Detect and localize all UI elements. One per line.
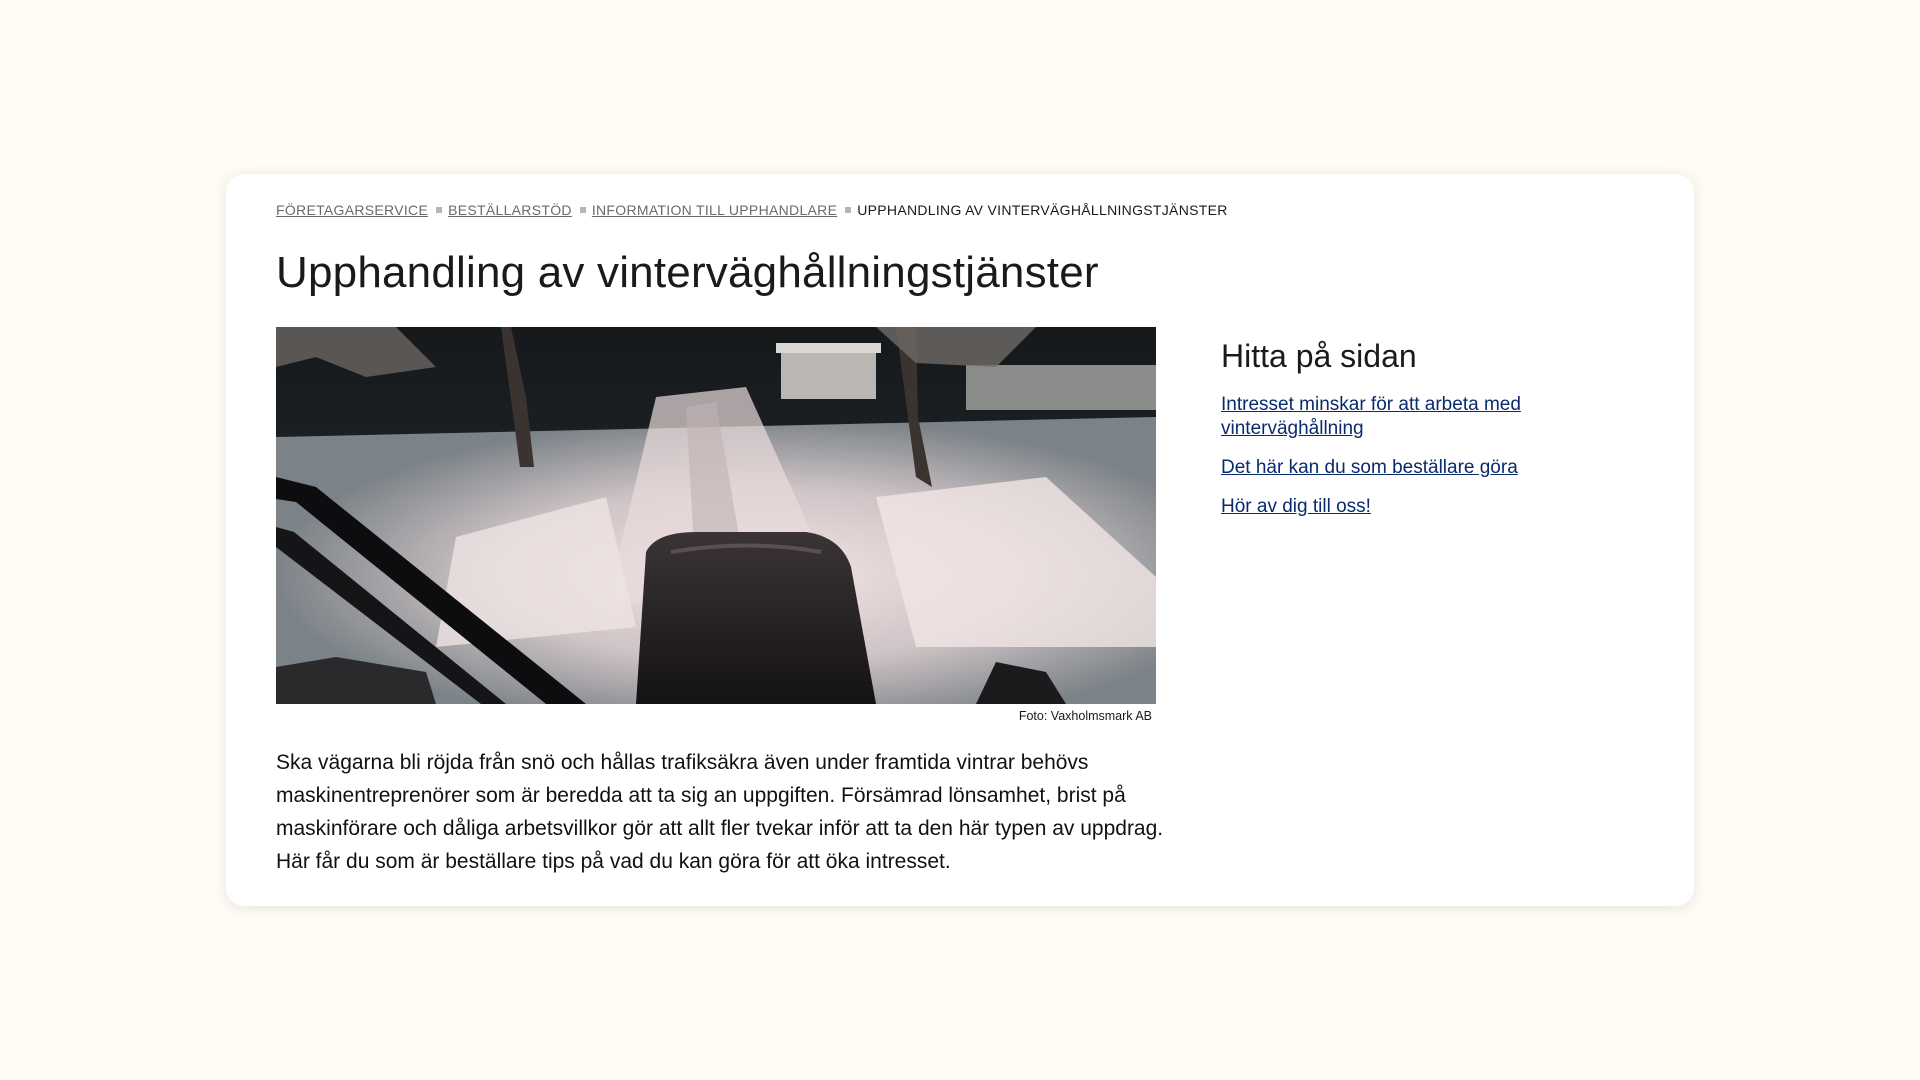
toc-link-bestallare-gora[interactable]: Det här kan du som beställare göra — [1221, 457, 1518, 478]
breadcrumb-separator — [845, 207, 851, 213]
toc-list — [1221, 393, 1621, 519]
breadcrumb-separator — [436, 207, 442, 213]
page-title: Upphandling av vinterväghållningstjänster — [276, 248, 1099, 297]
image-caption: Foto: Vaxholmsmark AB — [1018, 709, 1152, 723]
hero-image — [276, 327, 1156, 704]
breadcrumb-link-foretagarservice[interactable]: FÖRETAGARSERVICE — [276, 202, 429, 218]
toc-heading: Hitta på sidan — [1221, 338, 1417, 374]
page-toc — [1221, 338, 1621, 534]
intro-text: Ska vägarna bli röjda från snö och hållas trafiksäkra även under framtida vintrar behövs maskinentreprenörer som är beredda att ta sig an uppgiften. Försämrad lönsamhet, brist på maskinförare och dåliga arbetsvillkor gör att allt fler tvekar inför att ta den här typen av uppdrag. Här får du som är beställare tips på vad du kan göra för att öka intresset. — [276, 751, 1164, 873]
breadcrumb — [276, 202, 1228, 218]
toc-item — [1221, 495, 1621, 519]
breadcrumb-link-bestallarstod[interactable]: BESTÄLLARSTÖD — [448, 202, 572, 218]
toc-item — [1221, 393, 1621, 441]
toc-item — [1221, 456, 1621, 480]
snowplow-photo — [276, 327, 1156, 704]
breadcrumb-separator — [580, 207, 586, 213]
toc-link-hor-av-dig[interactable]: Hör av dig till oss! — [1221, 496, 1371, 517]
toc-link-intresset-minskar[interactable]: Intresset minskar för att arbeta med vinterväghållning — [1221, 394, 1521, 439]
breadcrumb-link-information-till-upphandlare[interactable]: INFORMATION TILL UPPHANDLARE — [591, 202, 838, 218]
breadcrumb-current: UPPHANDLING AV VINTERVÄGHÅLLNINGSTJÄNSTER — [857, 202, 1228, 218]
content-card — [226, 174, 1694, 906]
